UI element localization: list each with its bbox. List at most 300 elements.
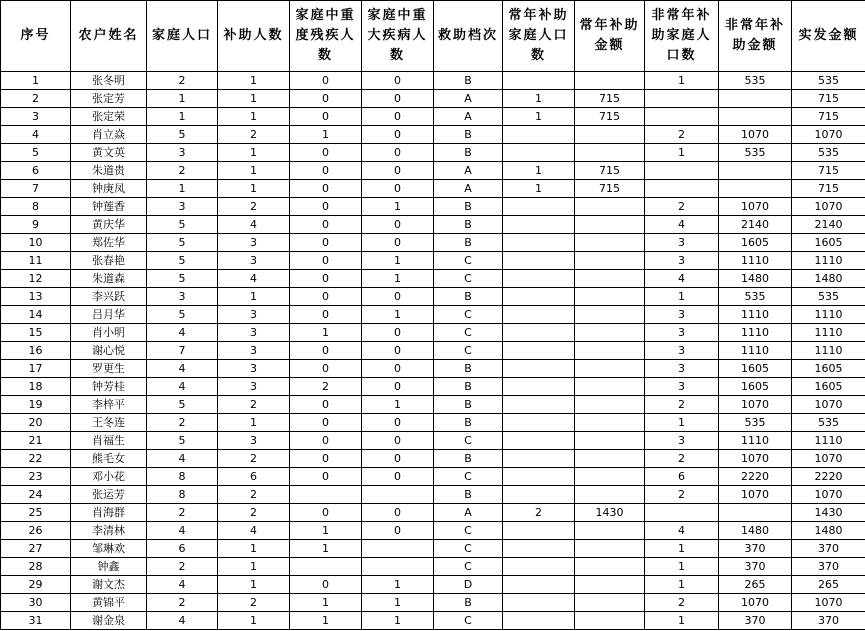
- aid-level-cell: B: [434, 378, 503, 396]
- serial-number-cell: 24: [1, 486, 71, 504]
- regular-aid-count-cell: 1: [503, 108, 575, 126]
- aid-level-cell: B: [434, 144, 503, 162]
- regular-aid-amount-cell: [575, 612, 645, 630]
- serial-number-cell: 23: [1, 468, 71, 486]
- serial-number-cell: 18: [1, 378, 71, 396]
- header-household-name: 农户姓名: [71, 1, 147, 72]
- major-illness-cell: 0: [362, 360, 434, 378]
- actual-amount-cell: 715: [792, 162, 865, 180]
- family-size-cell: 3: [147, 144, 218, 162]
- serial-number-cell: 12: [1, 270, 71, 288]
- family-size-cell: 8: [147, 468, 218, 486]
- severe-disability-cell: 0: [290, 360, 362, 378]
- regular-aid-amount-cell: [575, 72, 645, 90]
- household-name-cell: 谢心悦: [71, 342, 147, 360]
- household-name-cell: 罗更生: [71, 360, 147, 378]
- table-row: [1, 612, 865, 630]
- subsidized-count-cell: 1: [218, 144, 290, 162]
- regular-aid-count-cell: [503, 576, 575, 594]
- actual-amount-cell: 535: [792, 72, 865, 90]
- irregular-aid-amount-cell: [719, 504, 792, 522]
- regular-aid-amount-cell: [575, 576, 645, 594]
- subsidized-count-cell: 6: [218, 468, 290, 486]
- table-row: [1, 234, 865, 252]
- irregular-aid-count-cell: 3: [645, 324, 719, 342]
- serial-number-cell: 3: [1, 108, 71, 126]
- major-illness-cell: 1: [362, 396, 434, 414]
- actual-amount-cell: 535: [792, 288, 865, 306]
- irregular-aid-amount-cell: 1110: [719, 306, 792, 324]
- serial-number-cell: 6: [1, 162, 71, 180]
- table-row: [1, 108, 865, 126]
- serial-number-cell: 28: [1, 558, 71, 576]
- subsidized-count-cell: 2: [218, 198, 290, 216]
- table-header: [1, 1, 865, 72]
- serial-number-cell: 14: [1, 306, 71, 324]
- aid-level-cell: B: [434, 594, 503, 612]
- irregular-aid-count-cell: 1: [645, 144, 719, 162]
- irregular-aid-count-cell: 6: [645, 468, 719, 486]
- irregular-aid-amount-cell: 1605: [719, 360, 792, 378]
- actual-amount-cell: 370: [792, 558, 865, 576]
- family-size-cell: 5: [147, 306, 218, 324]
- regular-aid-count-cell: [503, 360, 575, 378]
- serial-number-cell: 20: [1, 414, 71, 432]
- table-row: [1, 414, 865, 432]
- subsidized-count-cell: 3: [218, 252, 290, 270]
- irregular-aid-count-cell: [645, 180, 719, 198]
- table-row: [1, 324, 865, 342]
- aid-level-cell: C: [434, 306, 503, 324]
- irregular-aid-amount-cell: [719, 90, 792, 108]
- actual-amount-cell: 715: [792, 108, 865, 126]
- severe-disability-cell: 0: [290, 504, 362, 522]
- table-row: [1, 450, 865, 468]
- household-name-cell: 张运芳: [71, 486, 147, 504]
- actual-amount-cell: 1070: [792, 396, 865, 414]
- severe-disability-cell: 2: [290, 378, 362, 396]
- serial-number-cell: 30: [1, 594, 71, 612]
- family-size-cell: 2: [147, 414, 218, 432]
- header-regular-aid-count: 常年补助家庭人口数: [503, 1, 575, 72]
- serial-number-cell: 2: [1, 90, 71, 108]
- irregular-aid-amount-cell: 535: [719, 72, 792, 90]
- actual-amount-cell: 265: [792, 576, 865, 594]
- irregular-aid-amount-cell: 1605: [719, 378, 792, 396]
- major-illness-cell: 0: [362, 450, 434, 468]
- irregular-aid-amount-cell: 535: [719, 288, 792, 306]
- major-illness-cell: 0: [362, 90, 434, 108]
- table-row: [1, 378, 865, 396]
- major-illness-cell: 1: [362, 612, 434, 630]
- severe-disability-cell: 1: [290, 612, 362, 630]
- severe-disability-cell: 0: [290, 72, 362, 90]
- severe-disability-cell: 0: [290, 306, 362, 324]
- irregular-aid-count-cell: 1: [645, 288, 719, 306]
- aid-level-cell: C: [434, 432, 503, 450]
- household-name-cell: 钟鑫: [71, 558, 147, 576]
- major-illness-cell: 1: [362, 594, 434, 612]
- severe-disability-cell: [290, 486, 362, 504]
- major-illness-cell: 0: [362, 216, 434, 234]
- aid-level-cell: C: [434, 612, 503, 630]
- aid-level-cell: A: [434, 180, 503, 198]
- major-illness-cell: 0: [362, 468, 434, 486]
- irregular-aid-amount-cell: [719, 108, 792, 126]
- irregular-aid-count-cell: 1: [645, 612, 719, 630]
- family-size-cell: 3: [147, 198, 218, 216]
- regular-aid-amount-cell: [575, 558, 645, 576]
- aid-level-cell: B: [434, 234, 503, 252]
- family-size-cell: 8: [147, 486, 218, 504]
- irregular-aid-count-cell: 2: [645, 198, 719, 216]
- irregular-aid-amount-cell: [719, 162, 792, 180]
- family-size-cell: 5: [147, 252, 218, 270]
- subsidized-count-cell: 2: [218, 396, 290, 414]
- irregular-aid-count-cell: 3: [645, 234, 719, 252]
- regular-aid-count-cell: [503, 144, 575, 162]
- aid-level-cell: A: [434, 162, 503, 180]
- table-row: [1, 252, 865, 270]
- household-name-cell: 张定芳: [71, 90, 147, 108]
- subsidized-count-cell: 2: [218, 594, 290, 612]
- subsidized-count-cell: 4: [218, 270, 290, 288]
- household-name-cell: 张冬明: [71, 72, 147, 90]
- severe-disability-cell: [290, 558, 362, 576]
- irregular-aid-count-cell: 4: [645, 522, 719, 540]
- household-name-cell: 钟庚凤: [71, 180, 147, 198]
- household-name-cell: 肖小明: [71, 324, 147, 342]
- table-row: [1, 396, 865, 414]
- serial-number-cell: 25: [1, 504, 71, 522]
- regular-aid-amount-cell: [575, 594, 645, 612]
- household-name-cell: 朱道贵: [71, 162, 147, 180]
- table-row: [1, 126, 865, 144]
- table-row: [1, 216, 865, 234]
- irregular-aid-count-cell: 2: [645, 396, 719, 414]
- regular-aid-amount-cell: [575, 216, 645, 234]
- aid-level-cell: B: [434, 198, 503, 216]
- table-row: [1, 162, 865, 180]
- irregular-aid-amount-cell: 1070: [719, 396, 792, 414]
- irregular-aid-amount-cell: [719, 180, 792, 198]
- family-size-cell: 1: [147, 108, 218, 126]
- family-size-cell: 6: [147, 540, 218, 558]
- regular-aid-count-cell: 1: [503, 180, 575, 198]
- major-illness-cell: [362, 540, 434, 558]
- severe-disability-cell: 0: [290, 198, 362, 216]
- irregular-aid-amount-cell: 1070: [719, 486, 792, 504]
- regular-aid-amount-cell: [575, 144, 645, 162]
- table-row: [1, 360, 865, 378]
- table-row: [1, 270, 865, 288]
- aid-level-cell: D: [434, 576, 503, 594]
- severe-disability-cell: 0: [290, 288, 362, 306]
- regular-aid-count-cell: [503, 558, 575, 576]
- header-irregular-aid-count: 非常年补助家庭人口数: [645, 1, 719, 72]
- major-illness-cell: 0: [362, 234, 434, 252]
- subsidized-count-cell: 3: [218, 306, 290, 324]
- aid-level-cell: A: [434, 90, 503, 108]
- household-name-cell: 钟莲香: [71, 198, 147, 216]
- household-name-cell: 郑佐华: [71, 234, 147, 252]
- actual-amount-cell: 1605: [792, 378, 865, 396]
- header-irregular-aid-amount: 非常年补助金额: [719, 1, 792, 72]
- actual-amount-cell: 1110: [792, 252, 865, 270]
- major-illness-cell: 0: [362, 288, 434, 306]
- header-major-illness-count: 家庭中重大疾病人数: [362, 1, 434, 72]
- subsidized-count-cell: 3: [218, 342, 290, 360]
- subsidized-count-cell: 1: [218, 414, 290, 432]
- regular-aid-amount-cell: 1430: [575, 504, 645, 522]
- irregular-aid-count-cell: 4: [645, 270, 719, 288]
- regular-aid-count-cell: [503, 198, 575, 216]
- family-size-cell: 4: [147, 360, 218, 378]
- irregular-aid-amount-cell: 1605: [719, 234, 792, 252]
- irregular-aid-amount-cell: 2140: [719, 216, 792, 234]
- aid-level-cell: C: [434, 342, 503, 360]
- actual-amount-cell: 2220: [792, 468, 865, 486]
- serial-number-cell: 4: [1, 126, 71, 144]
- regular-aid-count-cell: [503, 612, 575, 630]
- major-illness-cell: 0: [362, 432, 434, 450]
- serial-number-cell: 26: [1, 522, 71, 540]
- table-row: [1, 522, 865, 540]
- severe-disability-cell: 0: [290, 342, 362, 360]
- family-size-cell: 3: [147, 288, 218, 306]
- household-name-cell: 黄庆华: [71, 216, 147, 234]
- serial-number-cell: 8: [1, 198, 71, 216]
- irregular-aid-amount-cell: 1110: [719, 342, 792, 360]
- irregular-aid-count-cell: 2: [645, 126, 719, 144]
- irregular-aid-count-cell: 4: [645, 216, 719, 234]
- aid-level-cell: A: [434, 108, 503, 126]
- subsidized-count-cell: 3: [218, 360, 290, 378]
- family-size-cell: 1: [147, 90, 218, 108]
- family-size-cell: 7: [147, 342, 218, 360]
- subsidized-count-cell: 1: [218, 90, 290, 108]
- header-serial-number: 序号: [1, 1, 71, 72]
- household-name-cell: 黄锦平: [71, 594, 147, 612]
- family-size-cell: 4: [147, 378, 218, 396]
- subsidized-count-cell: 1: [218, 540, 290, 558]
- irregular-aid-amount-cell: 370: [719, 558, 792, 576]
- irregular-aid-amount-cell: 1110: [719, 432, 792, 450]
- household-name-cell: 熊毛女: [71, 450, 147, 468]
- aid-level-cell: C: [434, 270, 503, 288]
- serial-number-cell: 1: [1, 72, 71, 90]
- subsidized-count-cell: 1: [218, 612, 290, 630]
- household-name-cell: 黄文英: [71, 144, 147, 162]
- irregular-aid-count-cell: 1: [645, 576, 719, 594]
- subsidized-count-cell: 1: [218, 72, 290, 90]
- irregular-aid-amount-cell: 1070: [719, 198, 792, 216]
- household-name-cell: 谢金泉: [71, 612, 147, 630]
- family-size-cell: 2: [147, 72, 218, 90]
- subsidized-count-cell: 3: [218, 378, 290, 396]
- irregular-aid-count-cell: [645, 108, 719, 126]
- irregular-aid-count-cell: 2: [645, 450, 719, 468]
- major-illness-cell: 0: [362, 522, 434, 540]
- major-illness-cell: 1: [362, 270, 434, 288]
- serial-number-cell: 17: [1, 360, 71, 378]
- table-row: [1, 540, 865, 558]
- severe-disability-cell: 0: [290, 270, 362, 288]
- severe-disability-cell: 0: [290, 432, 362, 450]
- table-row: [1, 342, 865, 360]
- header-family-size: 家庭人口: [147, 1, 218, 72]
- table-row: [1, 468, 865, 486]
- household-name-cell: 张春艳: [71, 252, 147, 270]
- major-illness-cell: 0: [362, 414, 434, 432]
- family-size-cell: 1: [147, 180, 218, 198]
- irregular-aid-count-cell: 2: [645, 594, 719, 612]
- regular-aid-count-cell: [503, 486, 575, 504]
- irregular-aid-amount-cell: 535: [719, 144, 792, 162]
- header-severe-disability-count: 家庭中重度残疾人数: [290, 1, 362, 72]
- major-illness-cell: 0: [362, 324, 434, 342]
- subsidized-count-cell: 2: [218, 450, 290, 468]
- family-size-cell: 2: [147, 594, 218, 612]
- actual-amount-cell: 715: [792, 90, 865, 108]
- family-size-cell: 5: [147, 432, 218, 450]
- regular-aid-count-cell: [503, 270, 575, 288]
- regular-aid-count-cell: [503, 324, 575, 342]
- regular-aid-amount-cell: 715: [575, 90, 645, 108]
- regular-aid-amount-cell: [575, 468, 645, 486]
- irregular-aid-count-cell: 3: [645, 378, 719, 396]
- subsidized-count-cell: 4: [218, 216, 290, 234]
- irregular-aid-amount-cell: 370: [719, 612, 792, 630]
- irregular-aid-amount-cell: 1070: [719, 450, 792, 468]
- household-name-cell: 李兴跃: [71, 288, 147, 306]
- family-size-cell: 2: [147, 162, 218, 180]
- household-name-cell: 肖立焱: [71, 126, 147, 144]
- table-row: [1, 432, 865, 450]
- actual-amount-cell: 1430: [792, 504, 865, 522]
- aid-level-cell: B: [434, 72, 503, 90]
- irregular-aid-amount-cell: 1480: [719, 522, 792, 540]
- regular-aid-count-cell: 1: [503, 162, 575, 180]
- regular-aid-amount-cell: [575, 198, 645, 216]
- irregular-aid-count-cell: [645, 504, 719, 522]
- major-illness-cell: 1: [362, 576, 434, 594]
- actual-amount-cell: 1110: [792, 432, 865, 450]
- family-size-cell: 4: [147, 450, 218, 468]
- severe-disability-cell: 0: [290, 180, 362, 198]
- actual-amount-cell: 1070: [792, 450, 865, 468]
- irregular-aid-amount-cell: 1110: [719, 324, 792, 342]
- subsidized-count-cell: 1: [218, 162, 290, 180]
- severe-disability-cell: 0: [290, 468, 362, 486]
- table-row: [1, 90, 865, 108]
- severe-disability-cell: 0: [290, 450, 362, 468]
- regular-aid-count-cell: 2: [503, 504, 575, 522]
- regular-aid-count-cell: [503, 396, 575, 414]
- table-row: [1, 198, 865, 216]
- major-illness-cell: 0: [362, 504, 434, 522]
- regular-aid-count-cell: [503, 540, 575, 558]
- irregular-aid-count-cell: 2: [645, 486, 719, 504]
- actual-amount-cell: 1480: [792, 522, 865, 540]
- subsidized-count-cell: 1: [218, 180, 290, 198]
- actual-amount-cell: 2140: [792, 216, 865, 234]
- table-row: [1, 486, 865, 504]
- aid-level-cell: B: [434, 360, 503, 378]
- subsidized-count-cell: 3: [218, 324, 290, 342]
- family-size-cell: 5: [147, 216, 218, 234]
- irregular-aid-amount-cell: 1110: [719, 252, 792, 270]
- household-name-cell: 吕月华: [71, 306, 147, 324]
- regular-aid-count-cell: [503, 306, 575, 324]
- serial-number-cell: 31: [1, 612, 71, 630]
- regular-aid-count-cell: [503, 72, 575, 90]
- regular-aid-amount-cell: [575, 288, 645, 306]
- actual-amount-cell: 1070: [792, 594, 865, 612]
- major-illness-cell: 1: [362, 252, 434, 270]
- family-size-cell: 5: [147, 396, 218, 414]
- aid-level-cell: C: [434, 324, 503, 342]
- irregular-aid-count-cell: 3: [645, 342, 719, 360]
- table-row: [1, 504, 865, 522]
- regular-aid-count-cell: [503, 342, 575, 360]
- serial-number-cell: 16: [1, 342, 71, 360]
- severe-disability-cell: 0: [290, 414, 362, 432]
- severe-disability-cell: 0: [290, 396, 362, 414]
- severe-disability-cell: 1: [290, 540, 362, 558]
- household-name-cell: 邹琳欢: [71, 540, 147, 558]
- household-name-cell: 肖海群: [71, 504, 147, 522]
- subsidized-count-cell: 3: [218, 432, 290, 450]
- subsidized-count-cell: 2: [218, 126, 290, 144]
- regular-aid-count-cell: [503, 288, 575, 306]
- family-size-cell: 4: [147, 522, 218, 540]
- irregular-aid-amount-cell: 2220: [719, 468, 792, 486]
- regular-aid-count-cell: [503, 378, 575, 396]
- major-illness-cell: 1: [362, 306, 434, 324]
- actual-amount-cell: 535: [792, 414, 865, 432]
- household-name-cell: 肖福生: [71, 432, 147, 450]
- severe-disability-cell: 0: [290, 252, 362, 270]
- table-row: [1, 180, 865, 198]
- regular-aid-amount-cell: [575, 450, 645, 468]
- severe-disability-cell: 0: [290, 576, 362, 594]
- regular-aid-count-cell: [503, 126, 575, 144]
- irregular-aid-amount-cell: 370: [719, 540, 792, 558]
- major-illness-cell: 0: [362, 108, 434, 126]
- irregular-aid-amount-cell: 1070: [719, 126, 792, 144]
- regular-aid-count-cell: [503, 594, 575, 612]
- serial-number-cell: 5: [1, 144, 71, 162]
- severe-disability-cell: 0: [290, 90, 362, 108]
- severe-disability-cell: 0: [290, 162, 362, 180]
- table-body: [1, 72, 865, 630]
- regular-aid-amount-cell: [575, 270, 645, 288]
- serial-number-cell: 19: [1, 396, 71, 414]
- aid-level-cell: B: [434, 414, 503, 432]
- regular-aid-amount-cell: [575, 360, 645, 378]
- family-size-cell: 2: [147, 558, 218, 576]
- regular-aid-count-cell: [503, 216, 575, 234]
- major-illness-cell: 0: [362, 378, 434, 396]
- regular-aid-amount-cell: [575, 486, 645, 504]
- table-row: [1, 558, 865, 576]
- actual-amount-cell: 1605: [792, 234, 865, 252]
- major-illness-cell: 0: [362, 72, 434, 90]
- severe-disability-cell: 0: [290, 216, 362, 234]
- regular-aid-amount-cell: 715: [575, 162, 645, 180]
- regular-aid-amount-cell: [575, 342, 645, 360]
